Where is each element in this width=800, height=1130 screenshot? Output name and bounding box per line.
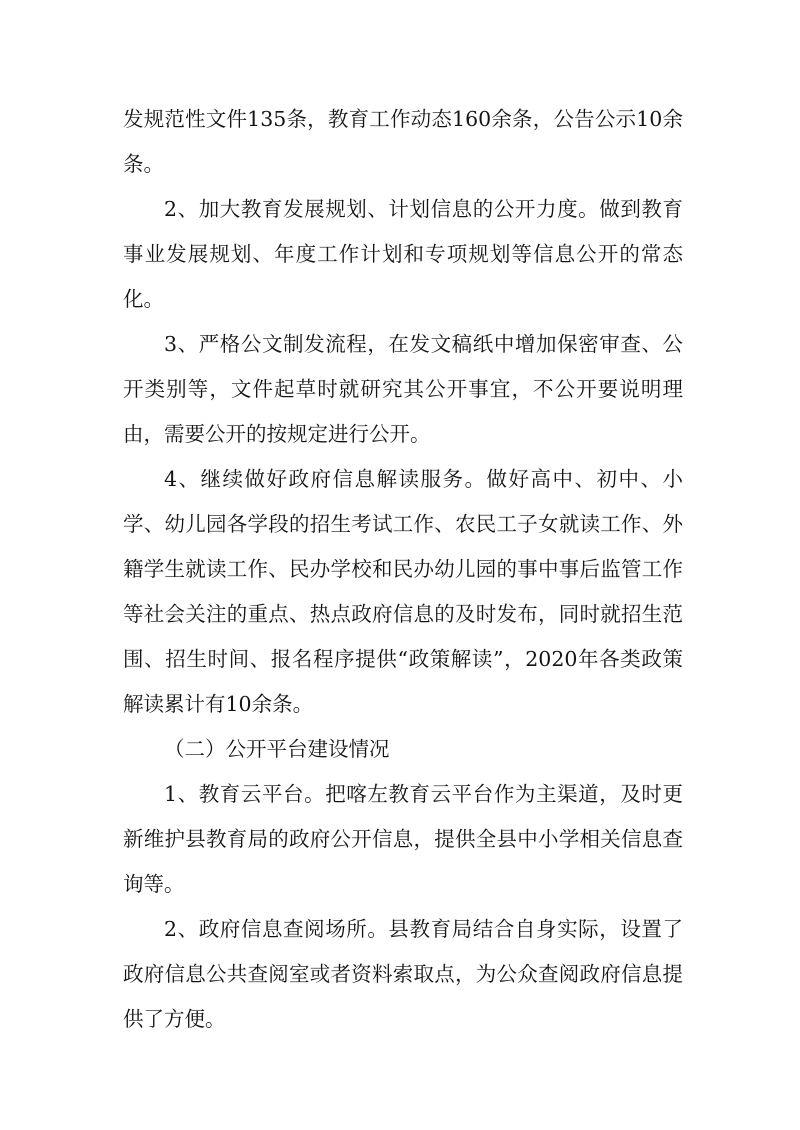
paragraph-continuation: 发规范性文件135条，教育工作动态160余条，公告公示10余条。 (123, 107, 683, 176)
paragraph-item-4: 4、继续做好政府信息解读服务。做好高中、初中、小学、幼儿园各学段的招生考试工作、农民工子女就读工作、外籍学生就读工作、民办学校和民办幼儿园的事中事后监管工作等社会关注的重点、热点政府信息的及时发布，同时就招生范围、招生时间、报名程序提供“政策解读”，2020年各类政策解读累计有10余条。 (123, 467, 683, 716)
section-heading: （二）公开平台建设情况 (164, 737, 390, 761)
section-paragraph-2: 2、政府信息查阅场所。县教育局结合自身实际，设置了政府信息公共查阅室或者资料索取点，为公众查阅政府信息提供了方便。 (123, 917, 683, 1031)
document-body (123, 97, 683, 1042)
section-paragraph-1: 1、教育云平台。把喀左教育云平台作为主渠道，及时更新维护县教育局的政府公开信息，提供全县中小学相关信息查询等。 (123, 782, 683, 896)
paragraph-item-3: 3、严格公文制发流程，在发文稿纸中增加保密审查、公开类别等，文件起草时就研究其公开事宜，不公开要说明理由，需要公开的按规定进行公开。 (123, 332, 683, 446)
paragraph-item-2: 2、加大教育发展规划、计划信息的公开力度。做到教育事业发展规划、年度工作计划和专项规划等信息公开的常态化。 (123, 197, 683, 311)
